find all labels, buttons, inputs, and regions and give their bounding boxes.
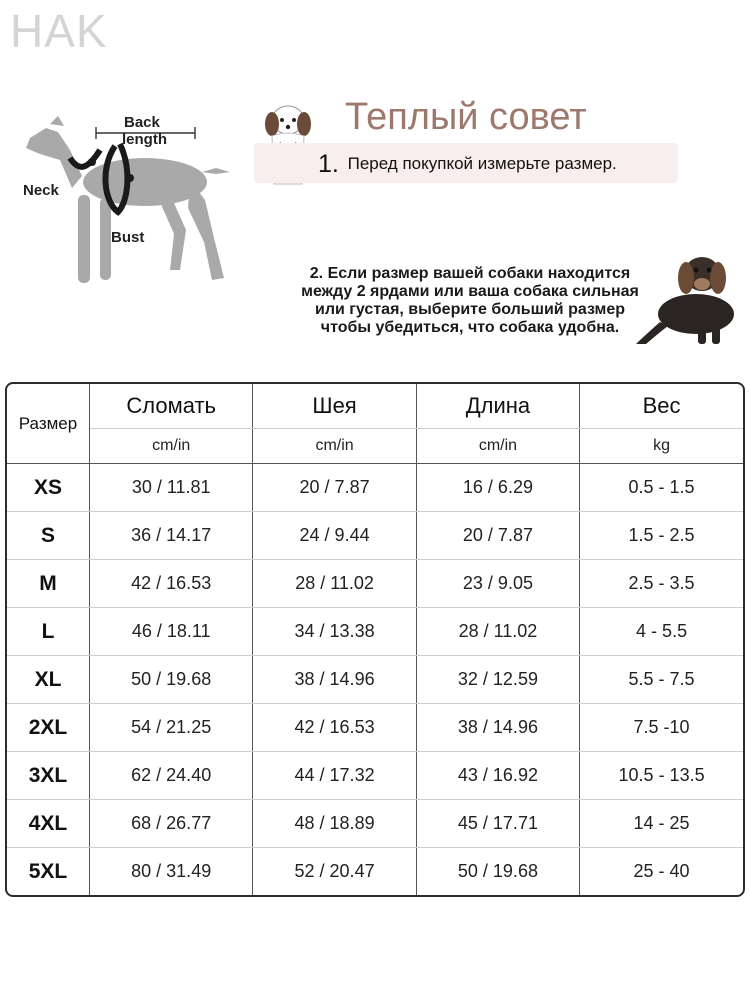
column-unit-length: cm/in (416, 429, 579, 464)
table-row (7, 560, 743, 608)
weight-cell: 5.5 - 7.5 (580, 656, 743, 704)
table-row (7, 464, 743, 512)
tip-item-1 (318, 150, 617, 179)
column-unit-weight: kg (580, 429, 743, 464)
weight-cell: 4 - 5.5 (580, 608, 743, 656)
table-row (7, 752, 743, 800)
column-header-neck: Шея (253, 384, 416, 429)
table-row (7, 512, 743, 560)
back-label: Back (124, 114, 160, 131)
bust-cell: 50 / 19.68 (90, 656, 253, 704)
size-cell: L (7, 608, 90, 656)
bust-label: Bust (111, 229, 145, 246)
length-cell: 45 / 17.71 (416, 800, 579, 848)
weight-cell: 1.5 - 2.5 (580, 512, 743, 560)
length-cell: 38 / 14.96 (416, 704, 579, 752)
column-header-length: Длина (416, 384, 579, 429)
bust-cell: 62 / 24.40 (90, 752, 253, 800)
column-unit-neck: cm/in (253, 429, 416, 464)
size-cell: 2XL (7, 704, 90, 752)
table-row (7, 656, 743, 704)
bust-cell: 54 / 21.25 (90, 704, 253, 752)
neck-label: Neck (23, 182, 59, 199)
bust-cell: 46 / 18.11 (90, 608, 253, 656)
neck-cell: 24 / 9.44 (253, 512, 416, 560)
column-header-weight: Вес (580, 384, 743, 429)
length-cell: 16 / 6.29 (416, 464, 579, 512)
bust-cell: 42 / 16.53 (90, 560, 253, 608)
length-cell: 32 / 12.59 (416, 656, 579, 704)
neck-cell: 44 / 17.32 (253, 752, 416, 800)
column-header-bust: Сломать (90, 384, 253, 429)
neck-cell: 38 / 14.96 (253, 656, 416, 704)
length-label: length (122, 131, 167, 148)
size-header: Размер (7, 384, 90, 464)
weight-cell: 0.5 - 1.5 (580, 464, 743, 512)
column-unit-bust: cm/in (90, 429, 253, 464)
size-cell: 5XL (7, 848, 90, 895)
neck-cell: 34 / 13.38 (253, 608, 416, 656)
tip-title: Теплый совет (345, 96, 587, 138)
size-cell: XL (7, 656, 90, 704)
neck-cell: 48 / 18.89 (253, 800, 416, 848)
size-cell: S (7, 512, 90, 560)
dog-measurement-diagram (20, 110, 250, 300)
table-row (7, 800, 743, 848)
table-row (7, 608, 743, 656)
tip-item-2-line: или густая, выберите больший размер (314, 301, 625, 318)
size-cell: 3XL (7, 752, 90, 800)
length-cell: 43 / 16.92 (416, 752, 579, 800)
length-cell: 28 / 11.02 (416, 608, 579, 656)
table-row (7, 704, 743, 752)
size-cell: 4XL (7, 800, 90, 848)
tip-item-2-line: чтобы убедиться, что собака удобна. (320, 319, 620, 336)
weight-cell: 25 - 40 (633, 861, 690, 882)
tip-item-1-text: Перед покупкой измерьте размер. (347, 154, 617, 173)
tip-item-1-number: 1. (318, 150, 339, 178)
dachshund-icon (632, 248, 742, 346)
size-cell: M (7, 560, 90, 608)
length-cell: 20 / 7.87 (416, 512, 579, 560)
tip-item-2-line: между 2 ярдами или ваша собака сильная (301, 283, 639, 300)
tip-item-2 (282, 265, 658, 337)
bust-cell: 30 / 11.81 (90, 464, 253, 512)
table-row (7, 848, 743, 895)
neck-cell: 52 / 20.47 (253, 848, 416, 895)
length-cell: 50 / 19.68 (416, 848, 579, 895)
bust-cell: 36 / 14.17 (90, 512, 253, 560)
weight-cell: 2.5 - 3.5 (580, 560, 743, 608)
neck-cell: 42 / 16.53 (253, 704, 416, 752)
tip-item-2-line: 2. Если размер вашей собаки находится (309, 265, 631, 282)
length-cell: 23 / 9.05 (416, 560, 579, 608)
weight-cell: 10.5 - 13.5 (580, 752, 743, 800)
brand-watermark: HAK (10, 5, 108, 57)
weight-cell: 14 - 25 (580, 800, 743, 848)
size-chart-table (5, 382, 745, 897)
bust-cell: 68 / 26.77 (90, 800, 253, 848)
size-cell: XS (7, 464, 90, 512)
neck-cell: 28 / 11.02 (253, 560, 416, 608)
bust-cell: 80 / 31.49 (90, 848, 253, 895)
neck-cell: 20 / 7.87 (253, 464, 416, 512)
weight-cell: 7.5 -10 (580, 704, 743, 752)
